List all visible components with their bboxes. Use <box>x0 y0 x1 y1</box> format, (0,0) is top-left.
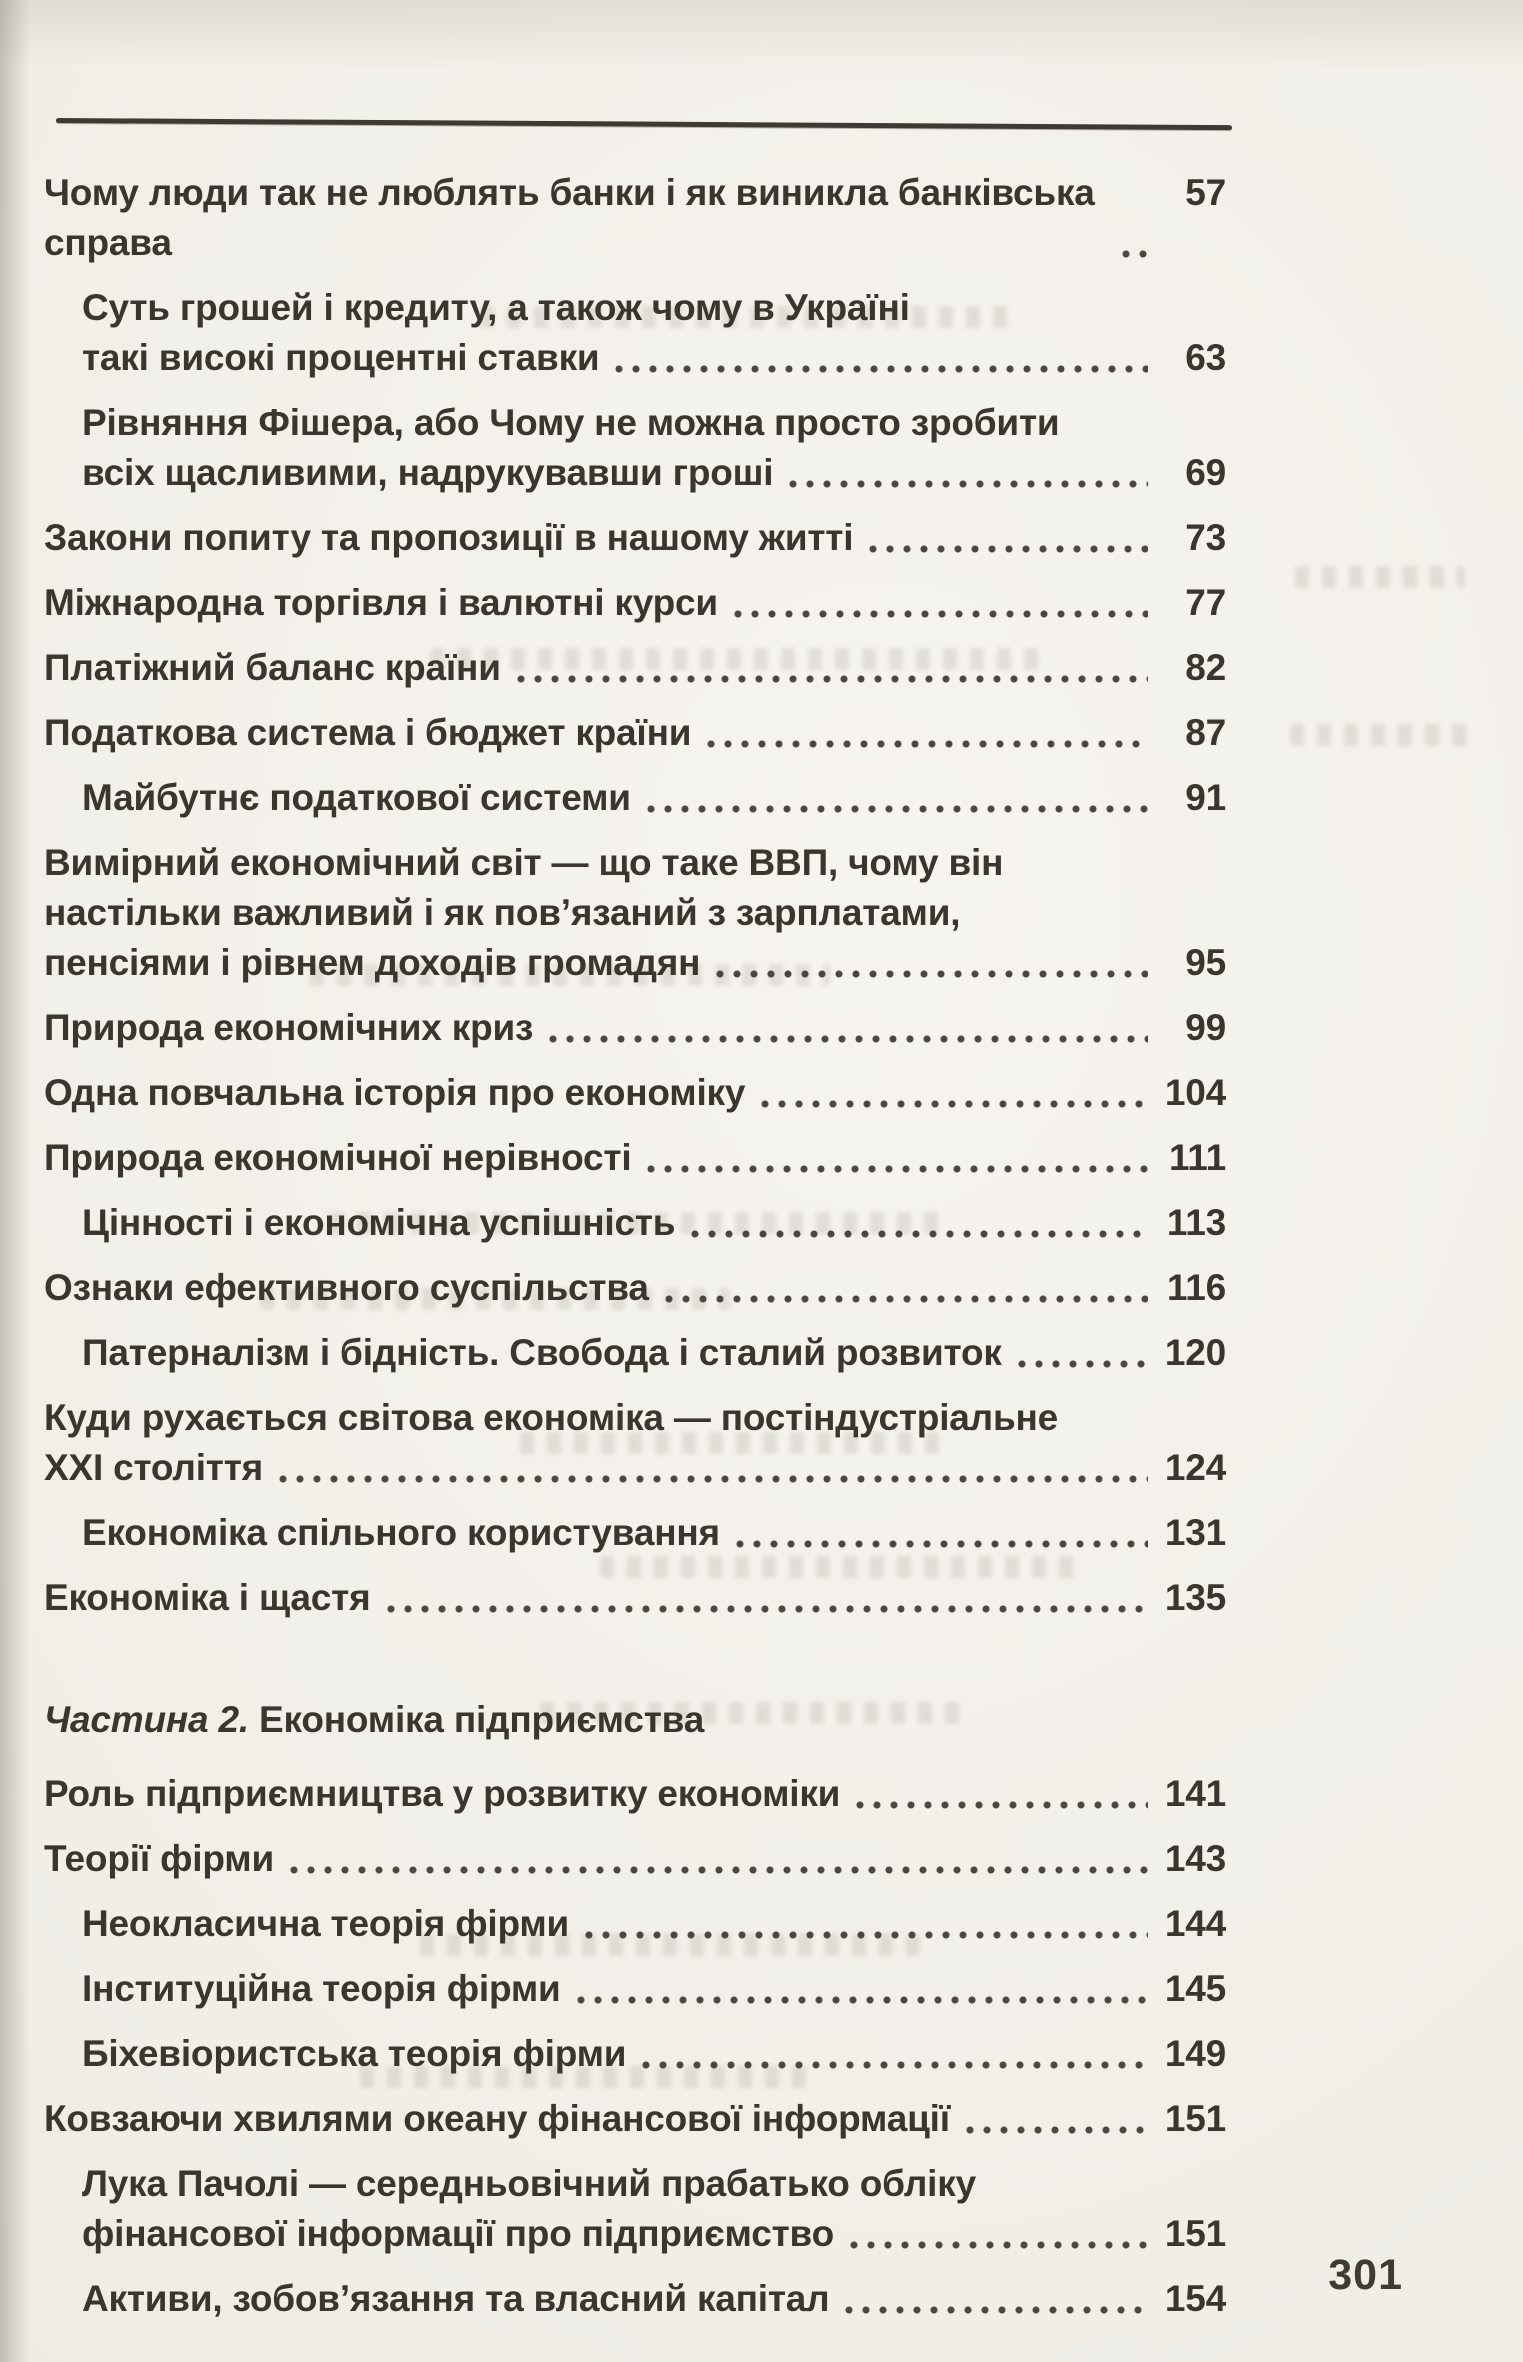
dot-leader <box>665 1294 1148 1304</box>
toc-entry <box>44 1834 1226 1884</box>
toc-page-ref: 141 <box>1164 1773 1226 1814</box>
toc-list <box>44 168 1226 2339</box>
dot-leader <box>549 1034 1148 1044</box>
toc-entry-text: пенсіями і рівнем доходів громадян <box>44 942 701 983</box>
toc-page-ref: 57 <box>1185 172 1226 213</box>
toc-entry-text: всіх щасливими, надрукувавши гроші <box>82 452 774 493</box>
dot-leader <box>517 674 1148 684</box>
toc-entry-text: Активи, зобов’язання та власний капітал <box>82 2278 830 2319</box>
toc-entry-line <box>82 2029 1226 2079</box>
toc-entry-line <box>44 1834 1226 1884</box>
toc-entry-text: Теорії фірми <box>44 1838 274 1879</box>
toc-entry-text: Економіка і щастя <box>44 1577 371 1618</box>
toc-entry <box>44 643 1226 693</box>
toc-entry-text: Ознаки ефективного суспільства <box>44 1267 649 1308</box>
toc-page-ref: 77 <box>1185 582 1226 623</box>
toc-page-ref: 63 <box>1185 337 1226 378</box>
toc-entry <box>44 1133 1226 1183</box>
toc-entry <box>44 708 1226 758</box>
toc-entry-line <box>82 1899 1226 1949</box>
toc-entry <box>44 513 1226 563</box>
toc-page-ref: 131 <box>1164 1512 1226 1553</box>
dot-leader <box>691 1229 1148 1239</box>
toc-entry <box>44 2094 1226 2144</box>
toc-entry-line <box>44 1393 1226 1443</box>
toc-entry-line <box>44 578 1226 628</box>
toc-page-ref: 69 <box>1185 452 1226 493</box>
toc-page-ref: 82 <box>1185 647 1226 688</box>
toc-page-ref: 151 <box>1164 2213 1226 2254</box>
toc-page-ref: 95 <box>1185 942 1226 983</box>
toc-entry-text: Ковзаючи хвилями океану фінансової інформації <box>44 2098 950 2139</box>
toc-entry-text: Роль підприємництва у розвитку економіки <box>44 1773 841 1814</box>
dot-leader <box>736 1539 1148 1549</box>
toc-page-ref: 87 <box>1185 712 1226 753</box>
dot-leader <box>1018 1359 1148 1369</box>
toc-entry-text: Цінності і економічна успішність <box>82 1202 676 1243</box>
toc-entry <box>44 283 1226 383</box>
toc-entry-line <box>82 1508 1226 1558</box>
toc-entry-line <box>44 938 1226 988</box>
dot-leader <box>1122 249 1148 259</box>
toc-entry-line <box>44 1769 1226 1819</box>
toc-entry-line <box>82 2209 1226 2259</box>
toc-entry-text: Одна повчальна історія про економіку <box>44 1072 746 1113</box>
toc-entry-line <box>44 1003 1226 1053</box>
toc-entry-line <box>82 1964 1226 2014</box>
toc-entry-line <box>82 1328 1226 1378</box>
toc-entry <box>44 1328 1226 1378</box>
toc-entry <box>44 1003 1226 1053</box>
toc-page-ref: 124 <box>1164 1447 1226 1488</box>
toc-entry <box>44 1263 1226 1313</box>
toc-entry <box>44 2274 1226 2324</box>
toc-page-ref: 135 <box>1164 1577 1226 1618</box>
toc-entry-line <box>44 1133 1226 1183</box>
toc-entry-text: фінансової інформації про підприємство <box>82 2213 834 2254</box>
dot-leader <box>279 1474 1148 1484</box>
toc-page-ref: 116 <box>1166 1267 1226 1308</box>
toc-page-ref: 99 <box>1185 1007 1226 1048</box>
toc-entry-text: Майбутнє податкової системи <box>82 777 631 818</box>
toc-entry-line <box>44 2094 1226 2144</box>
toc-entry <box>44 1899 1226 1949</box>
toc-entry-line <box>44 838 1226 888</box>
section-header-prefix: Частина 2. <box>44 1699 249 1740</box>
toc-page-ref: 120 <box>1164 1332 1226 1373</box>
toc-entry-text: такі високі процентні ставки <box>82 337 600 378</box>
dot-leader <box>845 2305 1148 2315</box>
toc-page-ref: 144 <box>1164 1903 1226 1944</box>
toc-entry-text: настільки важливий і як пов’язаний з зарплатами, <box>44 892 961 933</box>
toc-entry-text: Чому люди так не люблять банки і як виникла банківська справа <box>44 172 1095 263</box>
toc-entry-text: Куди рухається світова економіка — постіндустріальне <box>44 1397 1059 1438</box>
dot-leader <box>734 609 1148 619</box>
toc-entry-line <box>82 398 1226 448</box>
toc-entry-line <box>44 513 1226 563</box>
dot-leader <box>856 1800 1148 1810</box>
dot-leader <box>577 1995 1148 2005</box>
toc-entry <box>44 1508 1226 1558</box>
toc-entry-line <box>44 643 1226 693</box>
toc-entry-text: Економіка спільного користування <box>82 1512 720 1553</box>
page-number: 301 <box>1328 2251 1403 2299</box>
dot-leader <box>647 804 1148 814</box>
toc-entry-line <box>44 1573 1226 1623</box>
toc-entry-text: Патерналізм і бідність. Свобода і сталий розвиток <box>82 1332 1002 1373</box>
toc-entry-line <box>82 1198 1226 1248</box>
toc-entry <box>44 2159 1226 2259</box>
toc-entry-text: Рівняння Фішера, або Чому не можна просто зробити <box>82 402 1060 443</box>
toc-page-ref: 73 <box>1185 517 1226 558</box>
toc-entry-text: Біхевіористська теорія фірми <box>82 2033 627 2074</box>
toc-entry <box>44 1964 1226 2014</box>
toc-entry-line <box>44 708 1226 758</box>
toc-entry-line <box>44 888 1226 938</box>
toc-entry <box>44 1393 1226 1493</box>
toc-page-ref: 151 <box>1164 2098 1226 2139</box>
toc-entry <box>44 1769 1226 1819</box>
toc-entry <box>44 398 1226 498</box>
toc-entry-text: Інституційна теорія фірми <box>82 1968 561 2009</box>
toc-page-ref: 145 <box>1164 1968 1226 2009</box>
toc-entry-line <box>82 2274 1226 2324</box>
toc-entry-line <box>82 448 1226 498</box>
toc-entry <box>44 1068 1226 1118</box>
dot-leader <box>716 969 1148 979</box>
dot-leader <box>615 364 1148 374</box>
toc-entry-text: Неокласична теорія фірми <box>82 1903 570 1944</box>
section-header <box>44 1695 1226 1745</box>
toc-page-ref: 149 <box>1164 2033 1226 2074</box>
toc-entry-text: Лука Пачолі — середньовічний прабатько обліку <box>82 2163 976 2204</box>
toc-entry-text: Природа економічної нерівності <box>44 1137 632 1178</box>
toc-entry-line <box>44 1263 1226 1313</box>
toc-entry <box>44 1573 1226 1623</box>
toc-entry-line <box>44 1068 1226 1118</box>
toc-page-ref: 154 <box>1164 2278 1226 2319</box>
toc-entry-line <box>82 283 1226 333</box>
toc-page-ref: 104 <box>1164 1072 1226 1113</box>
section-header-title: Економіка підприємства <box>259 1699 705 1740</box>
toc-entry-text: Міжнародна торгівля і валютні курси <box>44 582 718 623</box>
dot-leader <box>850 2240 1148 2250</box>
toc-entry-line <box>44 1443 1226 1493</box>
toc-entry-text: Природа економічних криз <box>44 1007 534 1048</box>
bleed-through-smudge <box>1290 724 1470 746</box>
dot-leader <box>290 1865 1148 1875</box>
toc-entry <box>44 168 1226 268</box>
dot-leader <box>387 1604 1149 1614</box>
toc-entry-text: Платіжний баланс країни <box>44 647 501 688</box>
toc-entry <box>44 578 1226 628</box>
toc-page-ref: 91 <box>1185 777 1226 818</box>
dot-leader <box>789 479 1148 489</box>
toc-entry <box>44 1198 1226 1248</box>
dot-leader <box>966 2125 1148 2135</box>
dot-leader <box>869 544 1148 554</box>
toc-entry-text: Суть грошей і кредиту, а також чому в Україні <box>82 287 910 328</box>
toc-entry <box>44 2029 1226 2079</box>
dot-leader <box>761 1099 1148 1109</box>
bleed-through-smudge <box>1295 566 1465 588</box>
toc-page-ref: 111 <box>1168 1137 1226 1178</box>
dot-leader <box>647 1164 1148 1174</box>
toc-entry-line <box>82 2159 1226 2209</box>
toc-page-ref: 113 <box>1166 1202 1226 1243</box>
toc-entry-line <box>82 333 1226 383</box>
toc-entry-line <box>44 168 1226 268</box>
toc-entry-text: Вимірний економічний світ — що таке ВВП, чому він <box>44 842 1004 883</box>
toc-entry-line <box>82 773 1226 823</box>
dot-leader <box>707 739 1148 749</box>
dot-leader <box>642 2060 1148 2070</box>
toc-entry-text: XXI століття <box>44 1447 264 1488</box>
toc-page-ref: 143 <box>1164 1838 1226 1879</box>
toc-entry-text: Податкова система і бюджет країни <box>44 712 692 753</box>
dot-leader <box>585 1930 1148 1940</box>
header-rule <box>56 118 1232 130</box>
toc-entry-text: Закони попиту та пропозиції в нашому житті <box>44 517 854 558</box>
toc-entry <box>44 773 1226 823</box>
toc-entry <box>44 838 1226 988</box>
